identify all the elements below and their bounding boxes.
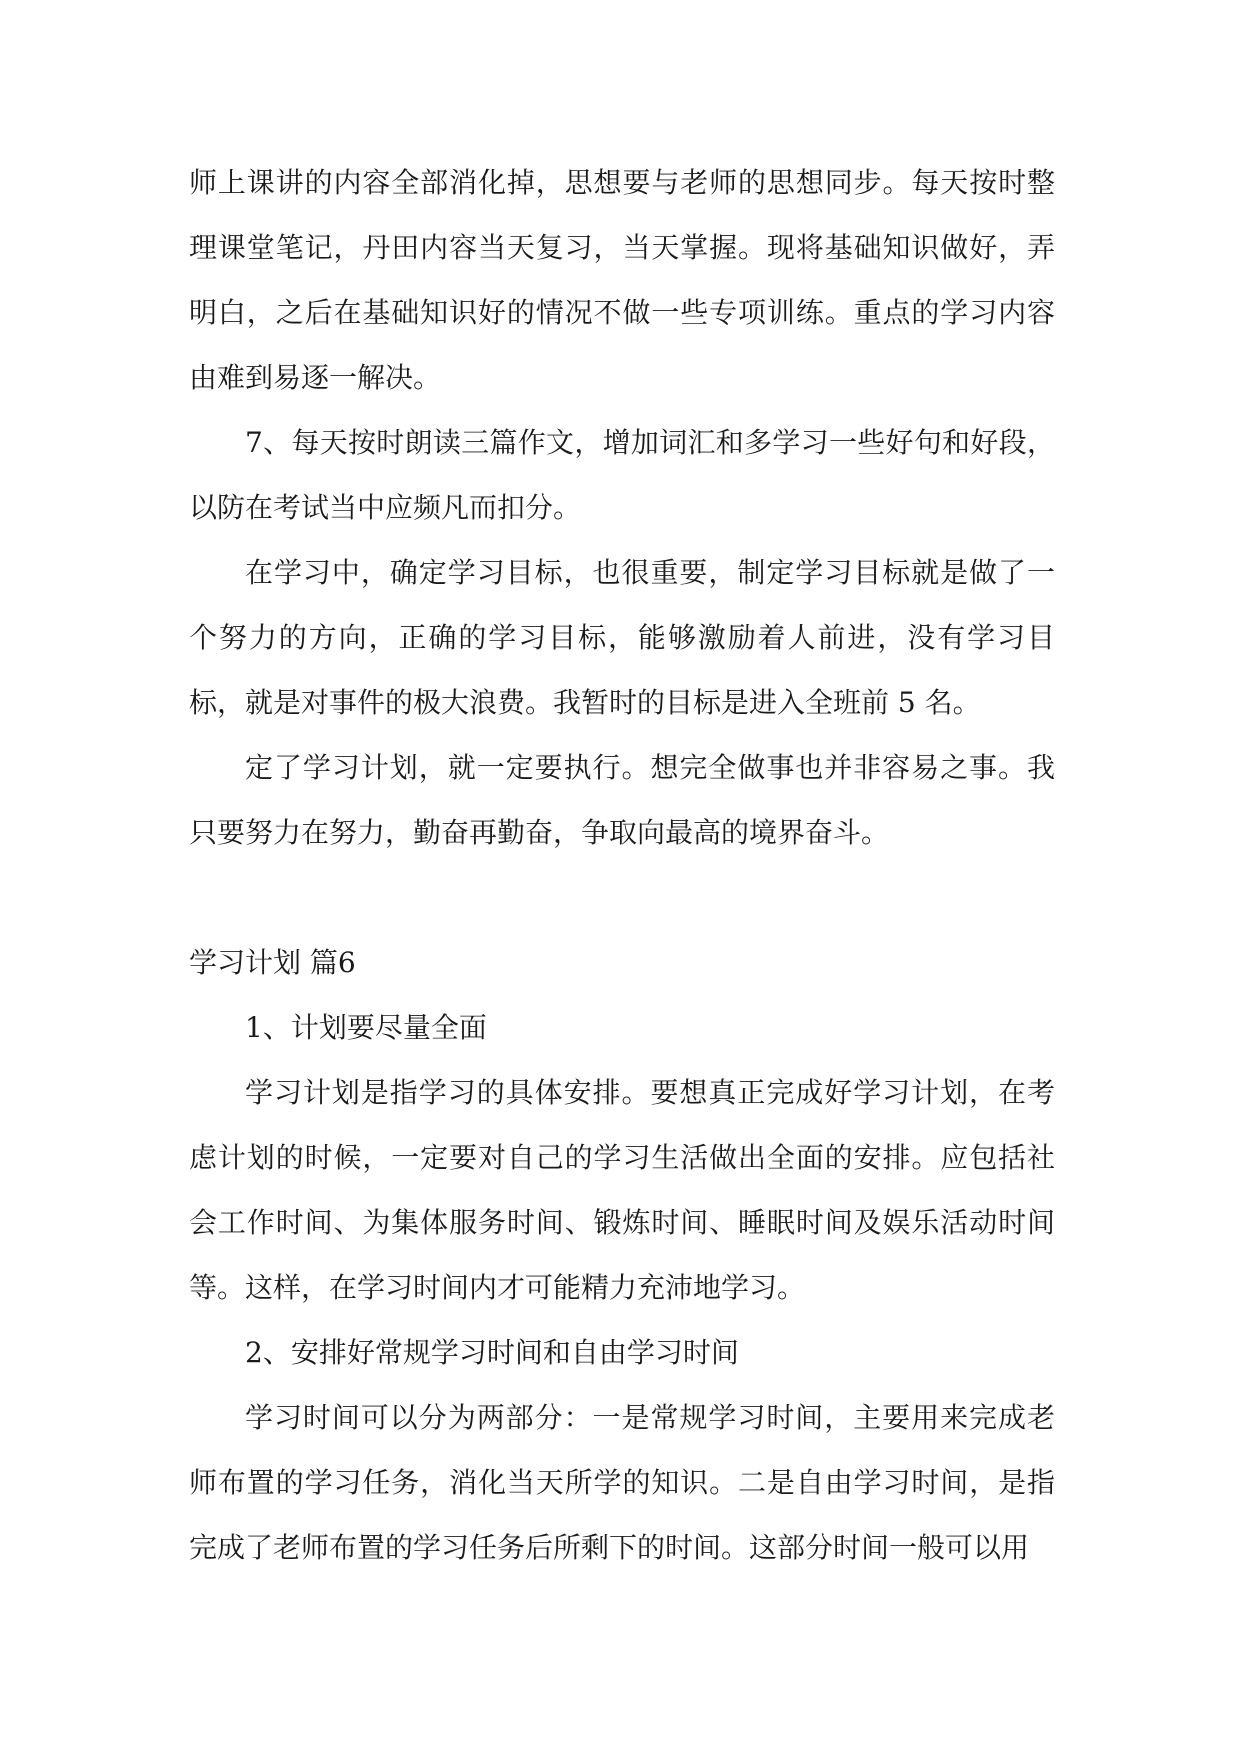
paragraph-plan-comprehensive: 学习计划是指学习的具体安排。要想真正完成好学习计划，在考虑计划的时候，一定要对自己的学习生活做出全面的安排。应包括社会工作时间、为集体服务时间、锻炼时间、睡眠时间及娱乐活动时间等。这样，在学习时间内才可能精力充沛地学习。 [189,1076,1055,1304]
subheading-1: 1、计划要尽量全面 [245,1011,487,1044]
paragraph-goals: 在学习中，确定学习目标，也很重要，制定学习目标就是做了一个努力的方向，正确的学习目标，能够激励着人前进，没有学习目标，就是对事件的极大浪费。我暂时的目标是进入全班前 5 名。 [189,556,1055,719]
paragraph-item-7: 7、每天按时朗读三篇作文，增加词汇和多学习一些好句和好段，以防在考试当中应频凡而扣分。 [189,426,1055,524]
subheading-2: 2、安排好常规学习时间和自由学习时间 [245,1336,739,1369]
paragraph-execution: 定了学习计划，就一定要执行。想完全做事也并非容易之事。我只要努力在努力，勤奋再勤奋，争取向最高的境界奋斗。 [189,751,1055,849]
section-heading: 学习计划 篇6 [189,946,356,979]
paragraph-continued: 师上课讲的内容全部消化掉，思想要与老师的思想同步。每天按时整理课堂笔记，丹田内容当天复习，当天掌握。现将基础知识做好，弄明白，之后在基础知识好的情况不做一些专项训练。重点的学习内容由难到易逐一解决。 [189,166,1055,394]
document-body [189,150,1055,1580]
paragraph-study-time: 学习时间可以分为两部分：一是常规学习时间，主要用来完成老师布置的学习任务，消化当天所学的知识。二是自由学习时间，是指完成了老师布置的学习任务后所剩下的时间。这部分时间一般可以用 [189,1401,1055,1564]
